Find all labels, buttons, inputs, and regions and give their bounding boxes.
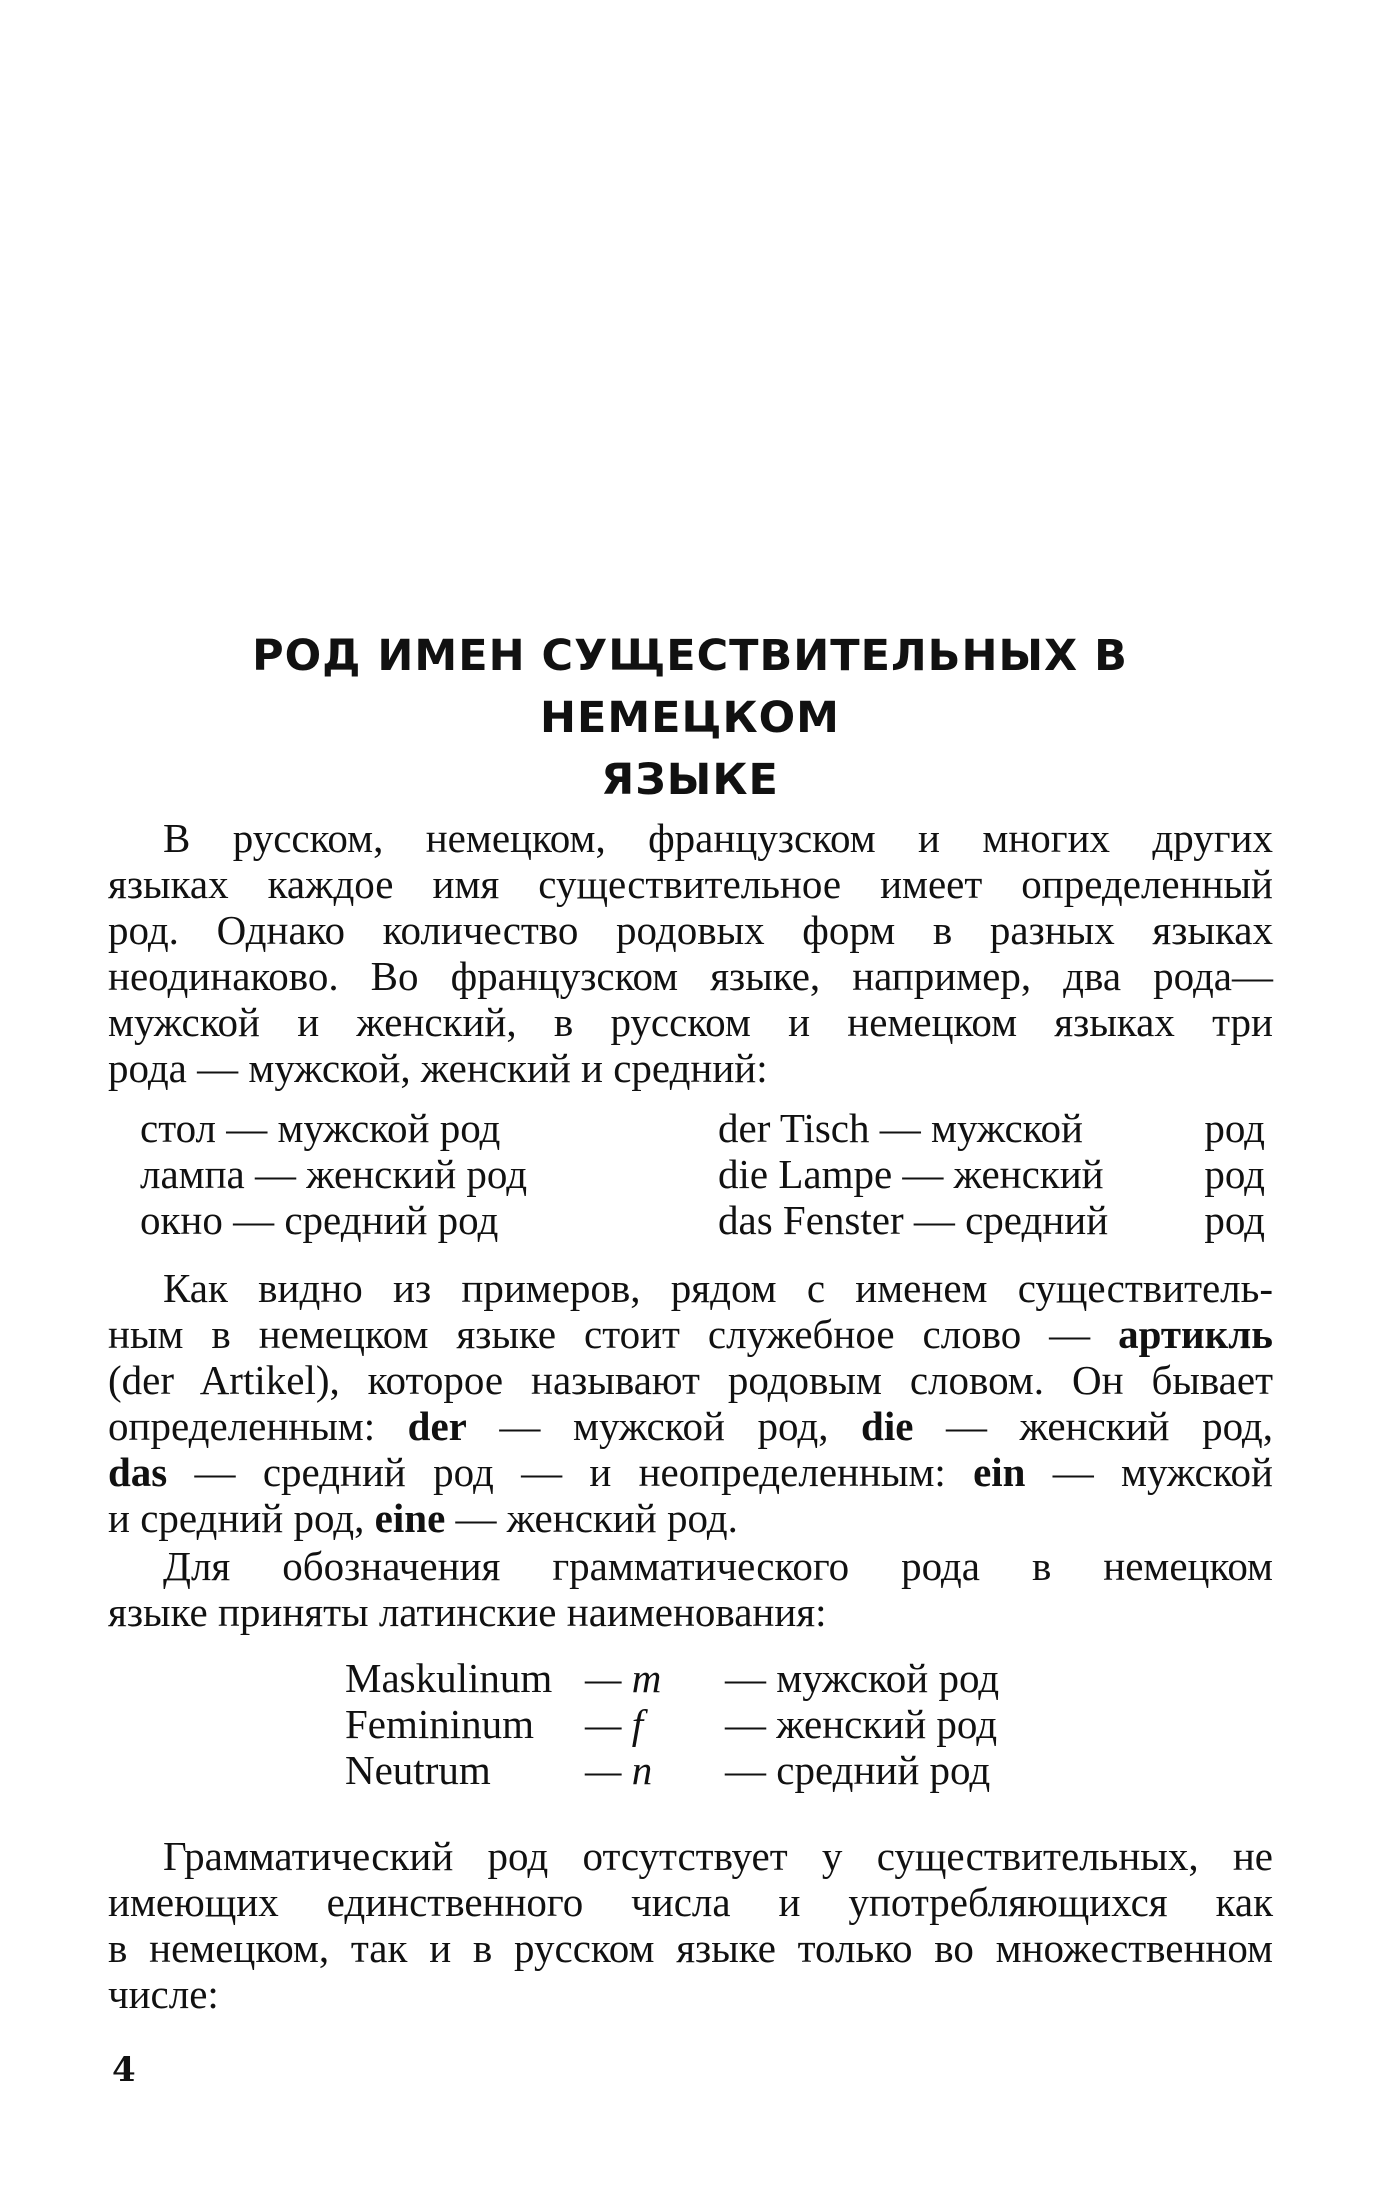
text-line: (der Artikel), которое называют родовым словом. Он бывает bbox=[108, 1357, 1273, 1403]
russian-example: окно — средний род bbox=[140, 1197, 499, 1243]
page-number: 4 bbox=[112, 2050, 136, 2090]
abbreviation-row bbox=[345, 1701, 1065, 1747]
abbreviation-term: Neutrum bbox=[345, 1747, 491, 1793]
german-example-gender: род bbox=[1204, 1151, 1265, 1197]
abbreviation-symbol: — n bbox=[585, 1747, 653, 1793]
russian-example: лампа — женский род bbox=[140, 1151, 528, 1197]
german-example-noun: der Tisch — мужской bbox=[718, 1105, 1083, 1151]
german-example bbox=[718, 1197, 1265, 1243]
abbreviation-symbol: — f bbox=[585, 1701, 644, 1747]
text-line: Как видно из примеров, рядом с именем существитель- bbox=[163, 1265, 1273, 1311]
article-ein: ein bbox=[973, 1449, 1026, 1495]
text-fragment: — мужской bbox=[1025, 1449, 1274, 1495]
term-artikel: артикль bbox=[1118, 1311, 1273, 1357]
abbreviation-term: Femininum bbox=[345, 1701, 535, 1747]
text-line: неодинаково. Во французском языке, например, два рода— bbox=[108, 953, 1273, 999]
text-line: имеющих единственного числа и употребляющихся как bbox=[108, 1879, 1273, 1925]
german-example-gender: род bbox=[1204, 1105, 1265, 1151]
text-line bbox=[108, 1449, 1273, 1495]
abbreviation-symbol: — m bbox=[585, 1655, 662, 1701]
text-fragment: ным в немецком языке стоит служебное слово — bbox=[108, 1311, 1119, 1357]
text-line: В русском, немецком, французском и многих других bbox=[163, 815, 1273, 861]
chapter-title-line-2: ЯЗЫКЕ bbox=[601, 755, 779, 805]
chapter-title bbox=[110, 625, 1270, 811]
german-example-noun: das Fenster — средний bbox=[718, 1197, 1109, 1243]
text-line: в немецком, так и в русском языке только во множественном bbox=[108, 1925, 1273, 1971]
russian-example: стол — мужской род bbox=[140, 1105, 501, 1151]
text-line: языках каждое имя существительное имеет определенный bbox=[108, 861, 1273, 907]
text-line: Для обозначения грамматического рода в немецком bbox=[163, 1543, 1273, 1589]
german-example bbox=[718, 1105, 1265, 1151]
text-line: рода — мужской, женский и средний: bbox=[108, 1045, 768, 1091]
text-line: род. Однако количество родовых форм в разных языках bbox=[108, 907, 1273, 953]
german-example-gender: род bbox=[1204, 1197, 1265, 1243]
abbreviation-meaning: — мужской род bbox=[725, 1655, 1000, 1701]
text-fragment: — женский род. bbox=[445, 1495, 738, 1541]
article-paragraph bbox=[108, 1265, 1273, 1541]
abbreviation-meaning: — средний род bbox=[725, 1747, 991, 1793]
gender-abbreviations bbox=[345, 1655, 1065, 1793]
text-line: языке приняты латинские наименования: bbox=[108, 1589, 827, 1635]
text-line: Грамматический род отсутствует у существительных, не bbox=[163, 1833, 1273, 1879]
text-fragment: — средний род — и неопределенным: bbox=[167, 1449, 974, 1495]
german-examples bbox=[718, 1105, 1265, 1243]
text-line bbox=[108, 1403, 1273, 1449]
text-line: числе: bbox=[108, 1971, 219, 2017]
abbreviation-row bbox=[345, 1655, 1065, 1701]
text-fragment: — мужской род, bbox=[466, 1403, 862, 1449]
chapter-title-line-1: РОД ИМЕН СУЩЕСТВИТЕЛЬНЫХ В НЕМЕЦКОМ bbox=[252, 631, 1128, 743]
abbreviation-term: Maskulinum bbox=[345, 1655, 553, 1701]
article-der: der bbox=[407, 1403, 467, 1449]
article-die: die bbox=[861, 1403, 914, 1449]
article-das: das bbox=[108, 1449, 168, 1495]
latin-names-paragraph bbox=[108, 1543, 1273, 1635]
text-line bbox=[108, 1311, 1273, 1357]
article-eine: eine bbox=[374, 1495, 446, 1541]
intro-paragraph bbox=[108, 815, 1273, 1091]
abbreviation-meaning: — женский род bbox=[725, 1701, 998, 1747]
text-fragment: — женский род, bbox=[913, 1403, 1273, 1449]
plural-paragraph bbox=[108, 1833, 1273, 2017]
text-fragment: определенным: bbox=[108, 1403, 408, 1449]
text-line bbox=[108, 1495, 1273, 1541]
russian-examples bbox=[140, 1105, 680, 1243]
german-example bbox=[718, 1151, 1265, 1197]
abbreviation-row bbox=[345, 1747, 1065, 1793]
german-example-noun: die Lampe — женский bbox=[718, 1151, 1104, 1197]
text-line: мужской и женский, в русском и немецком языках три bbox=[108, 999, 1273, 1045]
text-fragment: и средний род, bbox=[108, 1495, 375, 1541]
